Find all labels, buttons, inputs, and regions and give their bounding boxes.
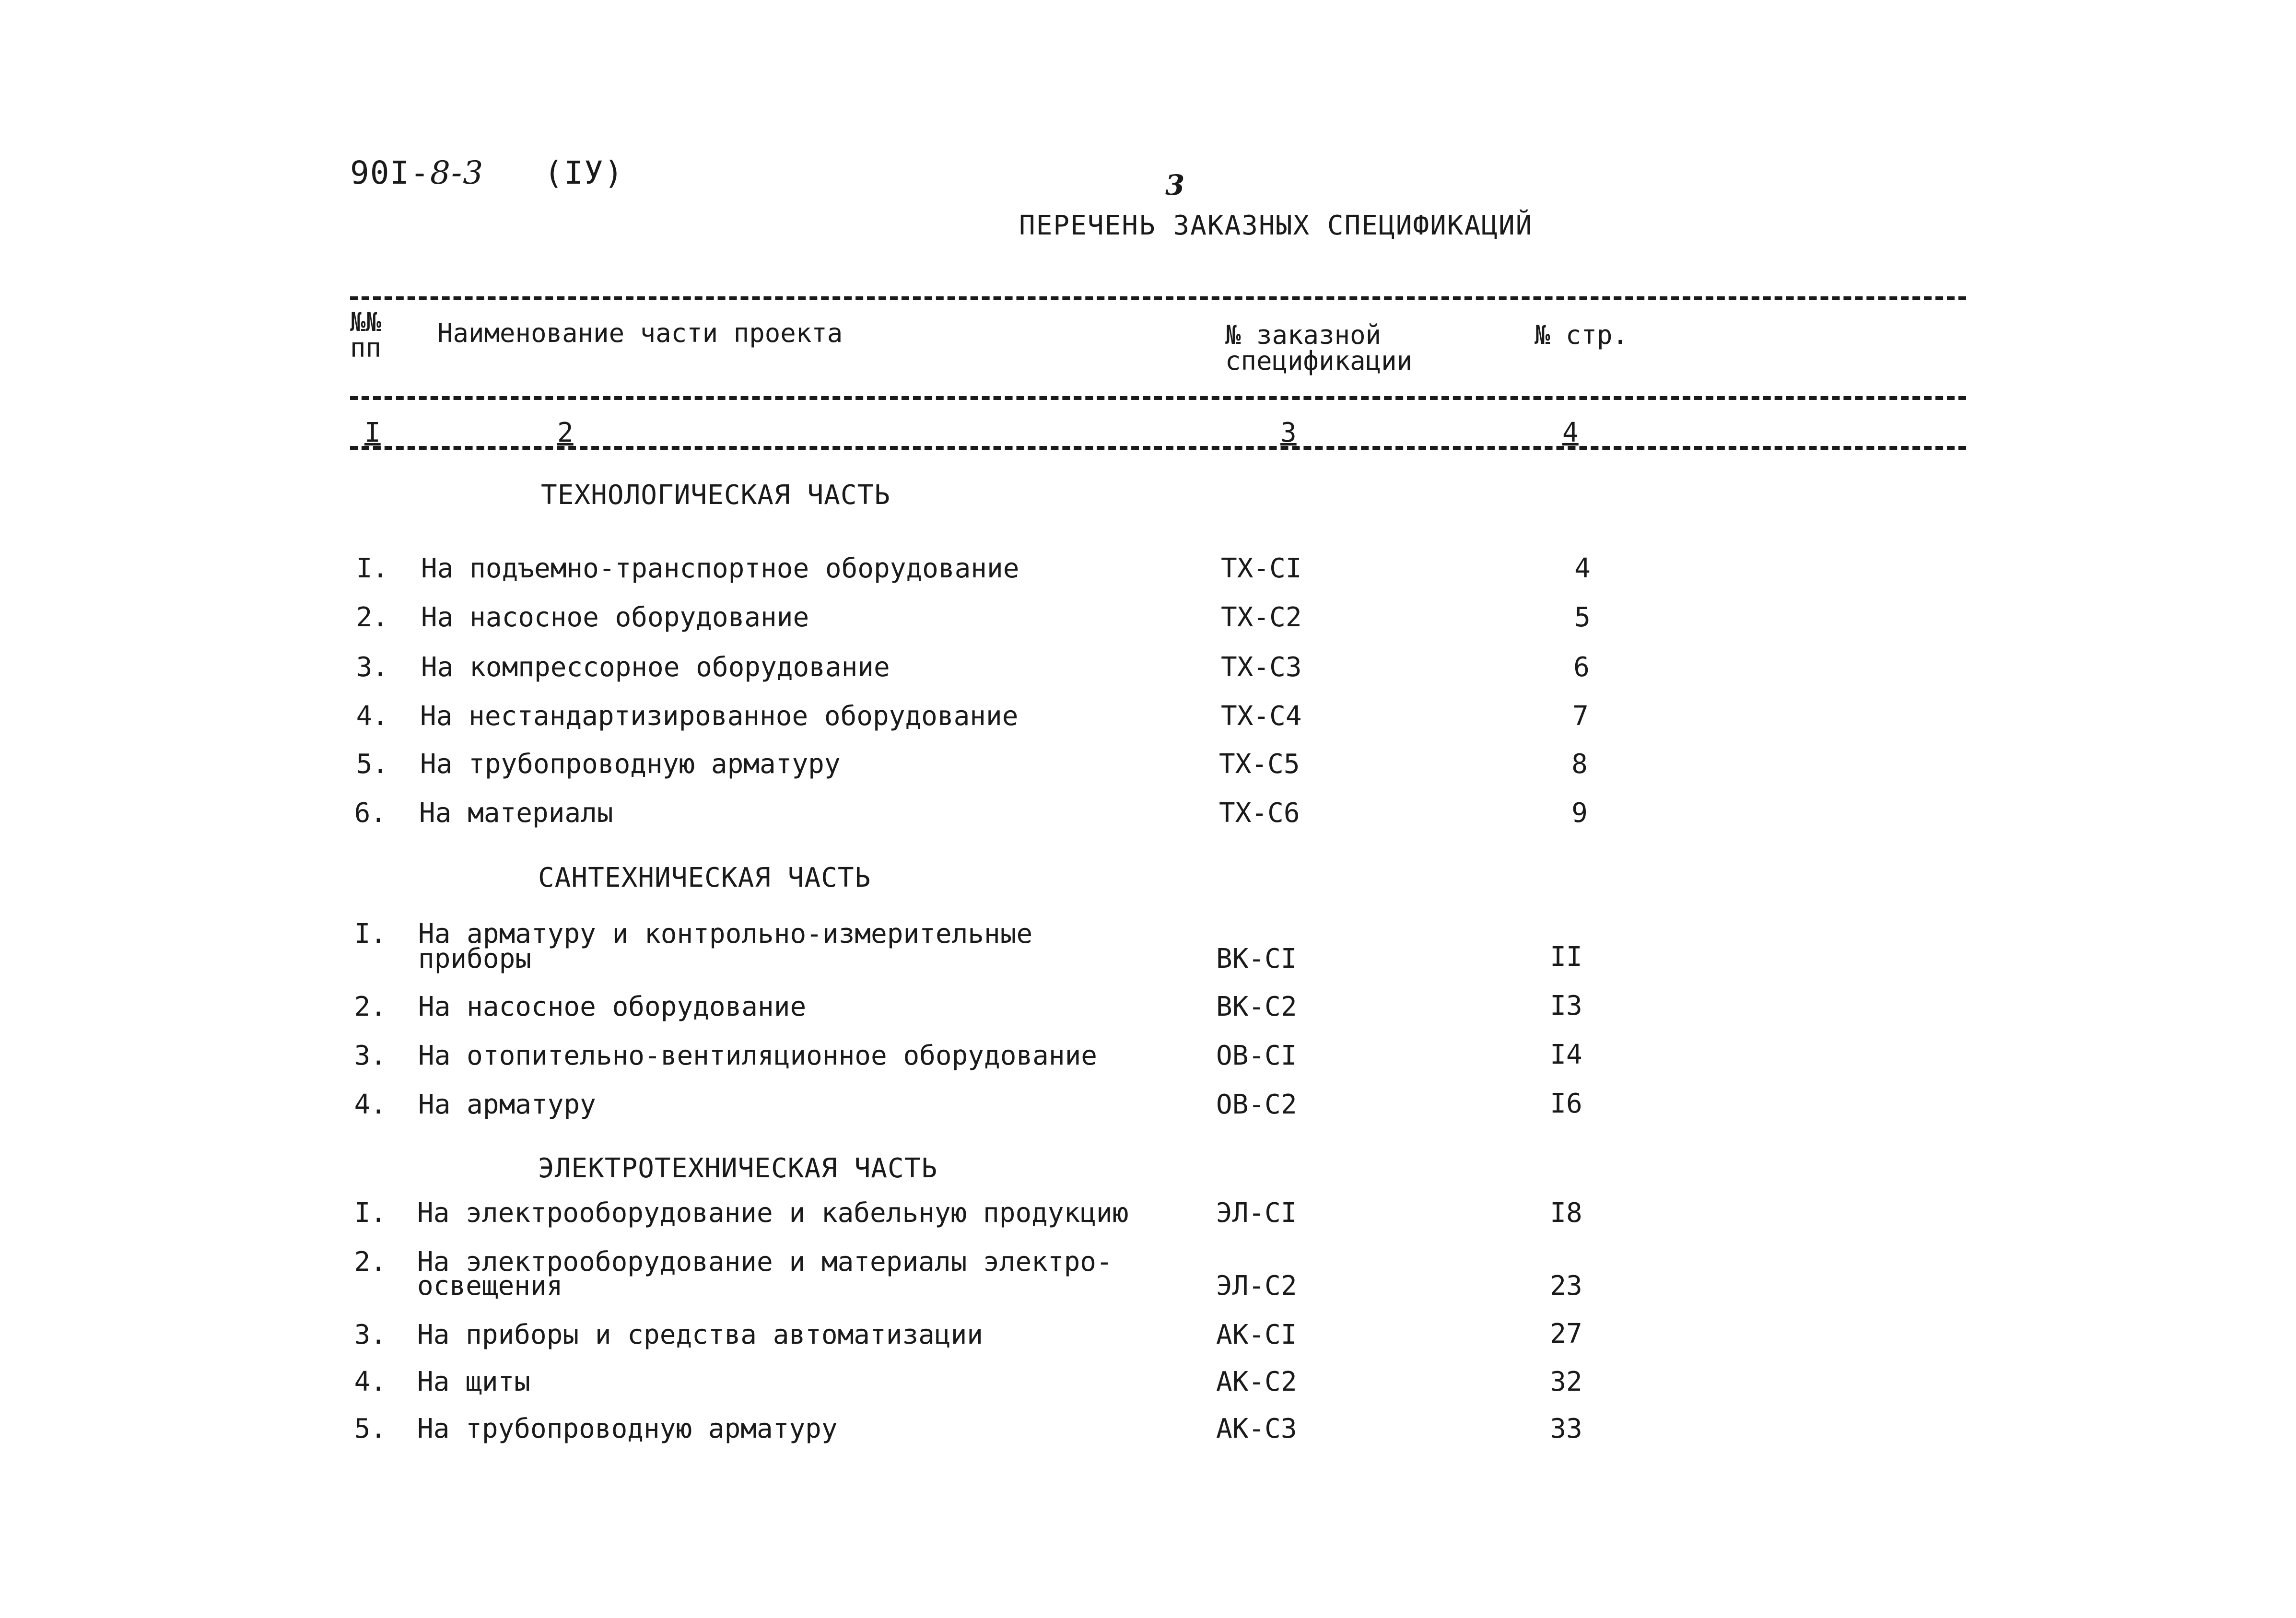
row-number: 2. bbox=[354, 1246, 387, 1278]
sheet-number: 3 bbox=[1165, 169, 1185, 201]
section-title-technological: ТЕХНОЛОГИЧЕСКАЯ ЧАСТЬ bbox=[541, 480, 891, 511]
header-col-spec bbox=[1225, 322, 1412, 374]
row-name: На нестандартизированное оборудование bbox=[420, 701, 1019, 732]
row-number: 5. bbox=[356, 749, 388, 780]
row-page: II bbox=[1550, 941, 1582, 973]
row-spec: ТХ-С5 bbox=[1219, 749, 1300, 780]
row-number: 4. bbox=[356, 701, 388, 732]
row-number: 4. bbox=[354, 1089, 387, 1120]
table-top-rule bbox=[350, 296, 1966, 300]
row-spec: ОВ-С2 bbox=[1216, 1089, 1297, 1120]
row-spec: ТХ-С6 bbox=[1219, 797, 1300, 829]
column-number-2: 2 bbox=[557, 417, 574, 448]
header-col-name: Наименование части проекта bbox=[437, 318, 843, 348]
section-title-sanitary: САНТЕХНИЧЕСКАЯ ЧАСТЬ bbox=[538, 862, 871, 893]
row-page: 4 bbox=[1574, 553, 1591, 584]
column-number-3: 3 bbox=[1280, 417, 1297, 448]
row-name: На электрооборудование и материалы электро- bbox=[417, 1246, 1113, 1278]
column-number-1: I bbox=[364, 417, 381, 448]
row-number: 6. bbox=[354, 797, 387, 829]
row-name: На насосное оборудование bbox=[421, 602, 809, 633]
row-number: 2. bbox=[356, 602, 388, 633]
row-page: 6 bbox=[1573, 652, 1590, 683]
row-spec: ТХ-СI bbox=[1221, 553, 1302, 584]
row-spec: ЭЛ-С2 bbox=[1216, 1270, 1297, 1301]
row-name-continued: приборы bbox=[418, 943, 532, 974]
row-page: I8 bbox=[1550, 1197, 1582, 1229]
row-spec: ВК-С2 bbox=[1216, 991, 1297, 1022]
row-page: I4 bbox=[1550, 1039, 1582, 1070]
row-page: 7 bbox=[1572, 701, 1589, 732]
row-name: На материалы bbox=[419, 797, 613, 829]
row-page: 9 bbox=[1571, 797, 1588, 829]
header-bottom-rule bbox=[350, 396, 1966, 400]
row-name: На арматуру bbox=[418, 1089, 596, 1120]
row-number: 3. bbox=[356, 652, 388, 683]
header-col-number-line2: пп bbox=[350, 333, 382, 363]
row-name: На компрессорное оборудование bbox=[421, 652, 890, 683]
row-page: 32 bbox=[1550, 1366, 1582, 1397]
row-spec: АК-С2 bbox=[1216, 1366, 1297, 1397]
header-col-spec-line1: № заказной bbox=[1225, 320, 1382, 350]
row-number: I. bbox=[354, 918, 387, 950]
row-name: На щиты bbox=[417, 1366, 531, 1397]
row-spec: ОВ-СI bbox=[1216, 1040, 1297, 1071]
row-name: На насосное оборудование bbox=[418, 991, 807, 1022]
section-title-electrical: ЭЛЕКТРОТЕХНИЧЕСКАЯ ЧАСТЬ bbox=[538, 1153, 938, 1184]
row-page: 23 bbox=[1550, 1270, 1582, 1301]
row-name-continued: освещения bbox=[417, 1270, 563, 1301]
row-spec: ВК-СI bbox=[1216, 943, 1297, 974]
row-spec: ТХ-С4 bbox=[1221, 701, 1302, 732]
row-number: 5. bbox=[354, 1413, 387, 1444]
row-name: На приборы и средства автоматизации bbox=[417, 1319, 984, 1350]
row-page: 33 bbox=[1550, 1413, 1582, 1444]
row-name: На трубопроводную арматуру bbox=[420, 749, 841, 780]
row-number: 3. bbox=[354, 1319, 387, 1350]
column-numbers-rule bbox=[350, 446, 1966, 450]
row-number: I. bbox=[356, 553, 388, 584]
row-page: 27 bbox=[1550, 1318, 1582, 1349]
row-page: 8 bbox=[1571, 749, 1588, 780]
row-name: На трубопроводную арматуру bbox=[417, 1413, 838, 1444]
row-page: I3 bbox=[1550, 990, 1582, 1021]
row-name: На подъемно-транспортное оборудование bbox=[421, 553, 1019, 584]
row-spec: АК-СI bbox=[1216, 1319, 1297, 1350]
header-col-page: № стр. bbox=[1535, 320, 1628, 350]
header-col-number bbox=[350, 309, 381, 361]
document-code-handwritten: 8-3 bbox=[430, 154, 484, 191]
row-page: 5 bbox=[1574, 602, 1591, 633]
document-code-prefix: 90I- bbox=[350, 154, 430, 191]
row-spec: ТХ-С3 bbox=[1221, 652, 1302, 683]
column-number-4: 4 bbox=[1562, 417, 1579, 448]
document-title: ПЕРЕЧЕНЬ ЗАКАЗНЫХ СПЕЦИФИКАЦИЙ bbox=[1019, 210, 1533, 241]
row-number: 4. bbox=[354, 1366, 387, 1397]
row-name: На электрооборудование и кабельную продукцию bbox=[417, 1197, 1129, 1229]
row-page: I6 bbox=[1550, 1088, 1582, 1119]
header-col-spec-line2: спецификации bbox=[1225, 346, 1413, 376]
row-number: 3. bbox=[354, 1040, 387, 1071]
row-number: I. bbox=[354, 1197, 387, 1229]
document-volume: (IУ) bbox=[544, 154, 624, 191]
row-spec: ЭЛ-СI bbox=[1216, 1197, 1297, 1229]
row-number: 2. bbox=[354, 991, 387, 1022]
row-spec: ТХ-С2 bbox=[1221, 602, 1302, 633]
document-code bbox=[350, 154, 624, 191]
header-col-number-line1: №№ bbox=[350, 307, 382, 337]
row-name: На отопительно-вентиляционное оборудование bbox=[418, 1040, 1098, 1071]
row-spec: АК-С3 bbox=[1216, 1413, 1297, 1444]
row-name: На арматуру и контрольно-измерительные bbox=[418, 918, 1033, 950]
